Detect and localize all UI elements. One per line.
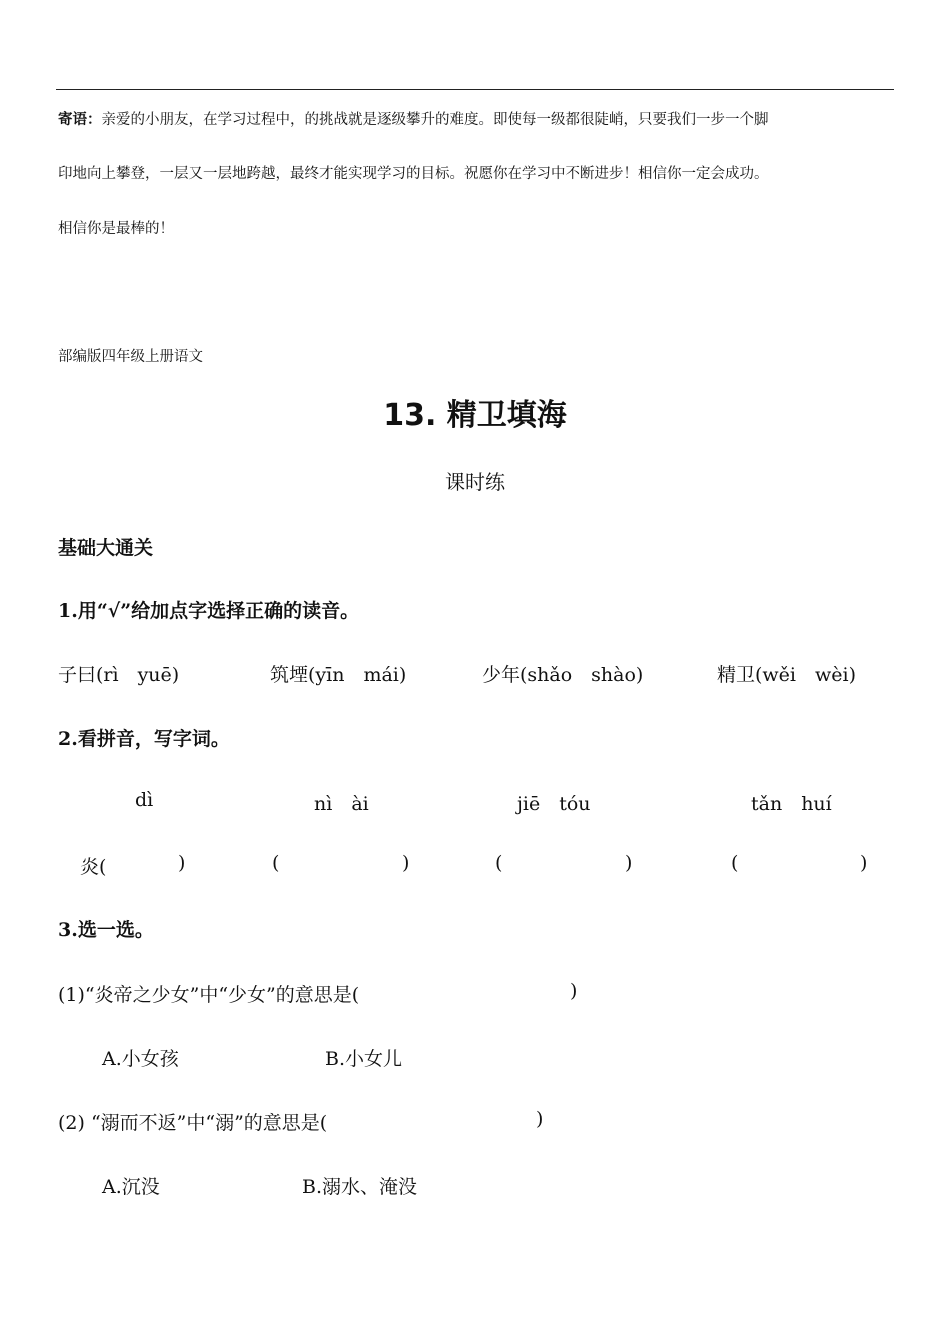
q2-blank-2-close: ) (402, 852, 410, 874)
greeting-line-1 (58, 108, 769, 129)
section-title: 基础大通关 (58, 537, 154, 559)
q2-blank-4-close: ) (860, 852, 868, 874)
greeting-label: 寄语： (58, 111, 102, 128)
q2-blank-1-open: 炎( (80, 856, 107, 878)
q3-sub1-option-a: A.小女孩 (102, 1048, 179, 1070)
q3-sub1-question: (1)“炎帝之少女”中“少女”的意思是( (58, 984, 360, 1006)
header-rule (56, 89, 894, 90)
question-2-prompt: 2.看拼音，写字词。 (58, 728, 230, 750)
greeting-text-1: 亲爱的小朋友，在学习过程中，的挑战就是逐级攀升的难度。即使每一级都很陡峭，只要我们一步一个脚 (101, 112, 769, 128)
q2-pinyin-4: tǎn huí (751, 793, 832, 815)
page-subtitle: 课时练 (445, 470, 505, 494)
edition-label: 部编版四年级上册语文 (58, 349, 203, 365)
q2-pinyin-2: nì ài (314, 793, 369, 815)
q3-sub2-question: (2) “溺而不返”中“溺”的意思是( (58, 1112, 328, 1134)
q2-blank-3-open: ( (495, 852, 503, 874)
greeting-line-3: 相信你是最棒的！ (58, 221, 174, 237)
question-3-prompt: 3.选一选。 (58, 919, 154, 941)
q2-blank-3-close: ) (625, 852, 633, 874)
q3-sub2-close: ) (536, 1108, 544, 1130)
page-title: 13. 精卫填海 (383, 398, 567, 433)
q1-item-1: 子曰(rì yuē) (58, 664, 180, 686)
q1-item-4: 精卫(wěi wèi) (717, 664, 856, 686)
q2-pinyin-3: jiē tóu (517, 793, 591, 815)
q2-blank-2-open: ( (272, 852, 280, 874)
q1-item-3: 少年(shǎo shào) (482, 664, 644, 686)
q3-sub1-option-b: B.小女儿 (325, 1048, 403, 1070)
q3-sub2-option-b: B.溺水、淹没 (302, 1176, 418, 1198)
q2-pinyin-1: dì (135, 789, 154, 811)
greeting-line-2: 印地向上攀登，一层又一层地跨越，最终才能实现学习的目标。祝愿你在学习中不断进步！相信你一定会成功。 (58, 166, 769, 182)
q3-sub2-option-a: A.沉没 (102, 1176, 160, 1198)
q2-blank-4-open: ( (731, 852, 739, 874)
q1-item-2: 筑堙(yīn mái) (270, 664, 407, 686)
q2-blank-1-close: ) (178, 852, 186, 874)
question-1-prompt: 1.用“√”给加点字选择正确的读音。 (58, 600, 360, 622)
q3-sub1-close: ) (570, 980, 578, 1002)
